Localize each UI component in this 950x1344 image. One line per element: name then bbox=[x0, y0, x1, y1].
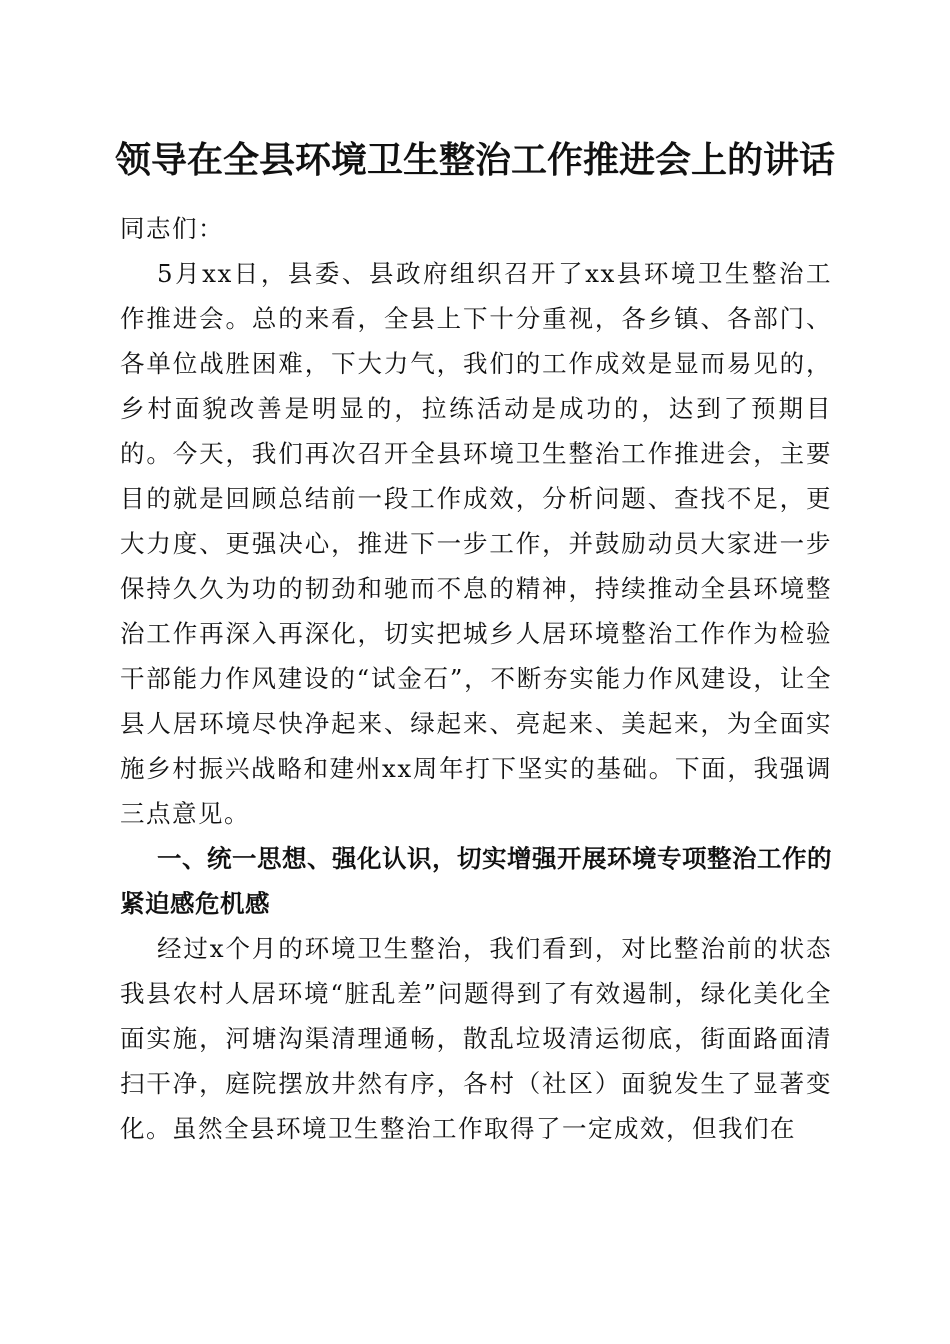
paragraph-intro: 5月xx日，县委、县政府组织召开了xx县环境卫生整治工作推进会。总的来看，全县上下十分重视，各乡镇、各部门、各单位战胜困难，下大力气，我们的工作成效是显而易见的，乡村面貌改善是明显的，拉练活动是成功的，达到了预期目的。今天，我们再次召开全县环境卫生整治工作推进会，主要目的就是回顾总结前一段工作成效，分析问题、查找不足，更大力度、更强决心，推进下一步工作，并鼓励动员大家进一步保持久久为功的韧劲和驰而不息的精神，持续推动全县环境整治工作再深入再深化，切实把城乡人居环境整治工作作为检验干部能力作风建设的“试金石”，不断夯实能力作风建设，让全县人居环境尽快净起来、绿起来、亮起来、美起来，为全面实施乡村振兴战略和建州xx周年打下坚实的基础。下面，我强调三点意见。 bbox=[120, 259, 832, 828]
paragraph-section-1: 经过x个月的环境卫生整治，我们看到，对比整治前的状态我县农村人居环境“脏乱差”问题得到了有效遏制，绿化美化全面实施，河塘沟渠清理通畅，散乱垃圾清运彻底，街面路面清扫干净，庭院摆放井然有序，各村（社区）面貌发生了显著变化。虽然全县环境卫生整治工作取得了一定成效，但我们在 bbox=[120, 934, 832, 1143]
document-title: 领导在全县环境卫生整治工作推进会上的讲话 bbox=[114, 139, 835, 181]
section-heading-1: 一、统一思想、强化认识，切实增强开展环境专项整治工作的紧迫感危机感 bbox=[120, 844, 832, 918]
salutation: 同志们： bbox=[120, 214, 224, 243]
document-body bbox=[120, 206, 832, 1151]
